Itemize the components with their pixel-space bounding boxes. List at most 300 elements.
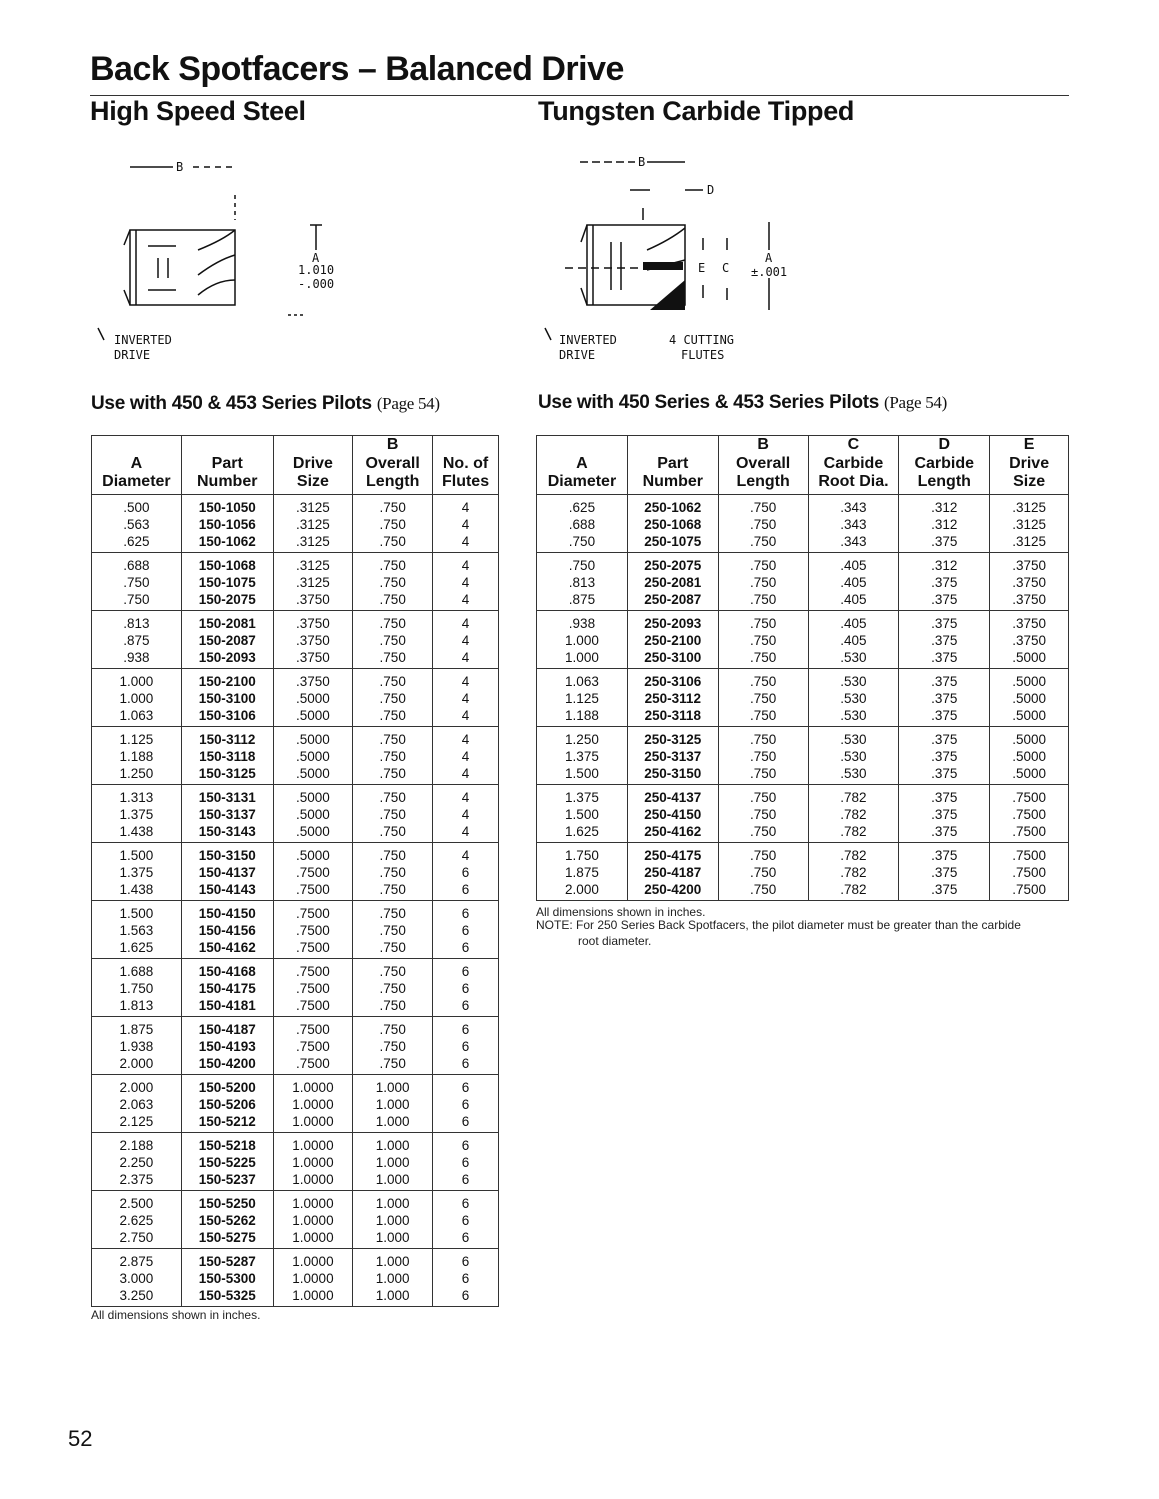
- table-cell: .7500: [990, 881, 1069, 901]
- table-cell: 1.0000: [273, 1074, 353, 1096]
- table-cell: .750: [718, 610, 808, 632]
- table-cell: .750: [92, 591, 182, 611]
- table-cell: 250-1075: [627, 533, 718, 553]
- table-cell: 4: [433, 610, 499, 632]
- table-cell: 1.250: [92, 765, 182, 785]
- table-cell: .750: [718, 574, 808, 591]
- table-row: [92, 1154, 499, 1171]
- row-group: [92, 552, 499, 610]
- table-cell: .343: [808, 533, 899, 553]
- table-cell: .750: [353, 533, 433, 553]
- table-cell: .750: [718, 784, 808, 806]
- table-cell: 1.000: [92, 668, 182, 690]
- table-cell: 4: [433, 726, 499, 748]
- table-cell: .7500: [990, 806, 1069, 823]
- table-cell: 1.375: [537, 784, 628, 806]
- table-cell: 250-4150: [627, 806, 718, 823]
- row-group: [92, 842, 499, 900]
- table-cell: 1.000: [353, 1270, 433, 1287]
- table-cell: 1.875: [537, 864, 628, 881]
- table-cell: .750: [718, 649, 808, 669]
- column-header-line: Length: [736, 473, 790, 490]
- table-cell: .782: [808, 784, 899, 806]
- table-row: [537, 823, 1069, 843]
- table-cell: 150-5212: [181, 1113, 273, 1133]
- carbide-label-a-tol: ±.001: [751, 265, 788, 279]
- table-cell: .750: [718, 591, 808, 611]
- table-cell: 250-2093: [627, 610, 718, 632]
- table-cell: 250-2100: [627, 632, 718, 649]
- table-cell: .750: [353, 922, 433, 939]
- table-cell: .375: [899, 864, 990, 881]
- column-header: [181, 436, 273, 495]
- page-title: Back Spotfacers – Balanced Drive: [90, 50, 624, 88]
- table-cell: 1.0000: [273, 1270, 353, 1287]
- table-cell: .750: [353, 980, 433, 997]
- table-cell: 150-5218: [181, 1132, 273, 1154]
- column-header-line: [435, 436, 496, 455]
- table-cell: .5000: [990, 765, 1069, 785]
- table-cell: 1.0000: [273, 1113, 353, 1133]
- table-cell: 6: [433, 1212, 499, 1229]
- table-cell: 1.000: [353, 1287, 433, 1307]
- table-cell: .750: [718, 668, 808, 690]
- table-cell: 150-2100: [181, 668, 273, 690]
- page-number: 52: [68, 1426, 93, 1451]
- table-cell: 150-2093: [181, 649, 273, 669]
- table-cell: .750: [718, 632, 808, 649]
- column-header: [92, 436, 182, 495]
- table-cell: .750: [353, 1055, 433, 1075]
- table-row: [92, 958, 499, 980]
- table-cell: 150-1056: [181, 516, 273, 533]
- table-cell: .375: [899, 649, 990, 669]
- column-header-line: [539, 436, 625, 455]
- table-cell: .750: [718, 690, 808, 707]
- column-header: [273, 436, 353, 495]
- carbide-label-d: D: [707, 183, 715, 197]
- hss-header-row: [92, 436, 499, 495]
- table-cell: 150-5225: [181, 1154, 273, 1171]
- table-cell: .750: [353, 726, 433, 748]
- table-row: [537, 690, 1069, 707]
- table-cell: 2.188: [92, 1132, 182, 1154]
- table-cell: 150-4175: [181, 980, 273, 997]
- table-cell: .343: [808, 494, 899, 516]
- table-cell: 4: [433, 784, 499, 806]
- table-row: [92, 881, 499, 901]
- table-row: [92, 1171, 499, 1191]
- column-header-line: Diameter: [547, 473, 617, 490]
- table-cell: .750: [353, 610, 433, 632]
- table-cell: .5000: [990, 726, 1069, 748]
- table-cell: .530: [808, 748, 899, 765]
- hss-label-drive: DRIVE: [114, 348, 151, 362]
- table-cell: .782: [808, 823, 899, 843]
- table-cell: 150-4168: [181, 958, 273, 980]
- column-header: [899, 436, 990, 495]
- table-cell: .3750: [990, 591, 1069, 611]
- table-cell: .3750: [273, 668, 353, 690]
- table-cell: .7500: [273, 939, 353, 959]
- table-cell: .3125: [990, 494, 1069, 516]
- table-cell: 150-5300: [181, 1270, 273, 1287]
- table-cell: 2.750: [92, 1229, 182, 1249]
- table-cell: .5000: [990, 649, 1069, 669]
- table-cell: .5000: [273, 823, 353, 843]
- table-cell: .875: [537, 591, 628, 611]
- column-header-line: E: [1023, 436, 1035, 453]
- table-cell: .530: [808, 649, 899, 669]
- table-cell: 1.375: [537, 748, 628, 765]
- table-cell: .375: [899, 632, 990, 649]
- column-header-line: No. of: [442, 454, 489, 472]
- table-row: [92, 632, 499, 649]
- table-cell: .938: [537, 610, 628, 632]
- table-cell: 2.125: [92, 1113, 182, 1133]
- table-cell: 150-5206: [181, 1096, 273, 1113]
- table-cell: .750: [353, 864, 433, 881]
- table-cell: .375: [899, 823, 990, 843]
- table-row: [92, 997, 499, 1017]
- table-cell: 150-5325: [181, 1287, 273, 1307]
- row-group: [537, 552, 1069, 610]
- table-cell: .750: [353, 939, 433, 959]
- table-row: [92, 533, 499, 553]
- row-group: [537, 494, 1069, 552]
- table-cell: 1.188: [537, 707, 628, 727]
- table-cell: .7500: [273, 980, 353, 997]
- table-cell: 1.0000: [273, 1248, 353, 1270]
- table-cell: .750: [353, 1016, 433, 1038]
- table-row: [92, 610, 499, 632]
- table-cell: .750: [718, 533, 808, 553]
- table-cell: 4: [433, 552, 499, 574]
- table-cell: 1.000: [353, 1113, 433, 1133]
- table-cell: .7500: [990, 823, 1069, 843]
- table-cell: .375: [899, 806, 990, 823]
- table-cell: 6: [433, 881, 499, 901]
- table-cell: .375: [899, 726, 990, 748]
- table-cell: 6: [433, 1096, 499, 1113]
- table-cell: 4: [433, 632, 499, 649]
- table-cell: 250-4137: [627, 784, 718, 806]
- table-cell: .5000: [273, 690, 353, 707]
- table-cell: 1.313: [92, 784, 182, 806]
- table-cell: .688: [537, 516, 628, 533]
- table-cell: .3750: [273, 632, 353, 649]
- table-cell: .3125: [273, 574, 353, 591]
- column-header-line: Carbide: [823, 454, 884, 472]
- table-cell: .750: [718, 881, 808, 901]
- table-cell: 1.500: [92, 842, 182, 864]
- table-cell: .405: [808, 591, 899, 611]
- table-cell: 4: [433, 690, 499, 707]
- table-cell: 150-4187: [181, 1016, 273, 1038]
- row-group: [537, 726, 1069, 784]
- row-group: [92, 958, 499, 1016]
- table-cell: 250-4187: [627, 864, 718, 881]
- table-cell: .750: [353, 649, 433, 669]
- table-row: [92, 1038, 499, 1055]
- table-cell: 6: [433, 922, 499, 939]
- row-group: [92, 1016, 499, 1074]
- column-header: [537, 436, 628, 495]
- table-cell: 2.063: [92, 1096, 182, 1113]
- table-cell: .7500: [273, 864, 353, 881]
- carbide-footnote: All dimensions shown in inches.: [536, 905, 706, 919]
- table-cell: .405: [808, 574, 899, 591]
- table-cell: .7500: [273, 958, 353, 980]
- table-cell: 1.750: [92, 980, 182, 997]
- carbide-label-drive: DRIVE: [559, 348, 596, 362]
- carbide-tip-upper: [643, 262, 683, 270]
- table-row: [92, 1270, 499, 1287]
- table-cell: 1.375: [92, 864, 182, 881]
- table-cell: .7500: [273, 1055, 353, 1075]
- table-cell: 4: [433, 842, 499, 864]
- table-cell: 6: [433, 1055, 499, 1075]
- column-header-line: [630, 436, 716, 455]
- table-cell: .750: [718, 864, 808, 881]
- table-cell: 1.000: [537, 632, 628, 649]
- column-header-line: Size: [1013, 473, 1046, 490]
- table-cell: 2.375: [92, 1171, 182, 1191]
- table-row: [92, 668, 499, 690]
- table-row: [92, 842, 499, 864]
- row-group: [92, 1190, 499, 1248]
- table-row: [92, 922, 499, 939]
- table-cell: .375: [899, 748, 990, 765]
- table-cell: .375: [899, 707, 990, 727]
- table-cell: .3125: [273, 552, 353, 574]
- table-cell: 150-4193: [181, 1038, 273, 1055]
- column-header-line: Drive: [292, 454, 333, 472]
- hss-label-b: B: [176, 160, 184, 174]
- table-cell: .750: [353, 997, 433, 1017]
- table-cell: .3750: [990, 632, 1069, 649]
- table-row: [92, 1096, 499, 1113]
- table-cell: 4: [433, 591, 499, 611]
- table-row: [92, 784, 499, 806]
- table-row: [92, 574, 499, 591]
- column-header-line: Root Dia.: [818, 473, 889, 490]
- table-cell: 1.875: [92, 1016, 182, 1038]
- column-header-line: [94, 436, 179, 455]
- table-row: [537, 707, 1069, 727]
- table-cell: 150-2081: [181, 610, 273, 632]
- table-cell: .530: [808, 690, 899, 707]
- table-cell: .375: [899, 690, 990, 707]
- table-row: [92, 980, 499, 997]
- table-cell: 150-1075: [181, 574, 273, 591]
- row-group: [92, 726, 499, 784]
- table-cell: 6: [433, 1270, 499, 1287]
- table-cell: .750: [353, 823, 433, 843]
- table-cell: 150-3118: [181, 748, 273, 765]
- table-cell: .750: [718, 707, 808, 727]
- table-cell: .750: [718, 494, 808, 516]
- table-cell: .375: [899, 842, 990, 864]
- table-row: [537, 610, 1069, 632]
- table-cell: 1.625: [537, 823, 628, 843]
- table-cell: 150-4150: [181, 900, 273, 922]
- table-cell: .750: [537, 533, 628, 553]
- table-cell: 150-3137: [181, 806, 273, 823]
- column-header-line: D: [938, 436, 951, 453]
- table-cell: .813: [537, 574, 628, 591]
- carbide-heading: Tungsten Carbide Tipped: [538, 96, 855, 126]
- table-cell: 2.250: [92, 1154, 182, 1171]
- carbide-tip-lower: [650, 280, 685, 310]
- table-cell: 1.250: [537, 726, 628, 748]
- carbide-use-with: [538, 392, 947, 414]
- table-cell: 250-2081: [627, 574, 718, 591]
- table-cell: 1.0000: [273, 1171, 353, 1191]
- table-cell: 2.625: [92, 1212, 182, 1229]
- table-cell: .3125: [990, 516, 1069, 533]
- table-cell: 4: [433, 649, 499, 669]
- table-cell: 150-3125: [181, 765, 273, 785]
- table-cell: .530: [808, 765, 899, 785]
- table-cell: 1.438: [92, 881, 182, 901]
- table-row: [92, 1016, 499, 1038]
- column-header: [353, 436, 433, 495]
- hss-footnote: All dimensions shown in inches.: [91, 1308, 261, 1322]
- table-row: [92, 649, 499, 669]
- table-cell: .750: [353, 516, 433, 533]
- table-cell: .3750: [990, 574, 1069, 591]
- table-cell: .750: [353, 900, 433, 922]
- table-row: [537, 533, 1069, 553]
- table-row: [92, 823, 499, 843]
- column-header-line: Overall: [735, 454, 791, 472]
- column-header-line: B: [386, 436, 399, 453]
- table-cell: .375: [899, 881, 990, 901]
- table-cell: 150-5262: [181, 1212, 273, 1229]
- table-cell: 2.000: [92, 1074, 182, 1096]
- table-cell: 1.000: [537, 649, 628, 669]
- row-group: [92, 784, 499, 842]
- table-row: [92, 494, 499, 516]
- table-cell: .5000: [273, 784, 353, 806]
- table-row: [537, 552, 1069, 574]
- table-cell: .7500: [273, 881, 353, 901]
- hss-use-with-page: (Page 54): [376, 394, 440, 413]
- hss-spotfacer-diagram: [88, 150, 348, 370]
- table-row: [92, 900, 499, 922]
- table-cell: .5000: [990, 748, 1069, 765]
- table-cell: 4: [433, 806, 499, 823]
- column-header-line: A: [130, 454, 143, 472]
- table-cell: .750: [718, 726, 808, 748]
- table-row: [92, 1055, 499, 1075]
- table-row: [537, 765, 1069, 785]
- table-cell: 6: [433, 1229, 499, 1249]
- table-cell: 150-5250: [181, 1190, 273, 1212]
- table-cell: .3750: [990, 610, 1069, 632]
- table-cell: 1.0000: [273, 1212, 353, 1229]
- table-cell: 4: [433, 494, 499, 516]
- carbide-note: NOTE: For 250 Series Back Spotfacers, the pilot diameter must be greater than the carbide: [536, 918, 1021, 932]
- table-cell: .750: [353, 806, 433, 823]
- table-row: [537, 494, 1069, 516]
- column-header-line: Length: [366, 473, 420, 490]
- table-row: [537, 668, 1069, 690]
- table-cell: 1.063: [537, 668, 628, 690]
- hss-label-a-top: 1.010: [298, 263, 335, 277]
- row-group: [537, 668, 1069, 726]
- table-cell: 250-4200: [627, 881, 718, 901]
- table-cell: 4: [433, 748, 499, 765]
- hss-label-a-bot: -.000: [298, 277, 335, 291]
- table-row: [537, 591, 1069, 611]
- table-cell: 150-5237: [181, 1171, 273, 1191]
- table-cell: .688: [92, 552, 182, 574]
- table-cell: .750: [353, 591, 433, 611]
- table-cell: 6: [433, 980, 499, 997]
- table-cell: .750: [353, 668, 433, 690]
- table-cell: .750: [353, 958, 433, 980]
- table-cell: 1.000: [92, 690, 182, 707]
- row-group: [92, 610, 499, 668]
- table-cell: 6: [433, 1287, 499, 1307]
- table-cell: 4: [433, 574, 499, 591]
- table-cell: .750: [718, 842, 808, 864]
- table-cell: 1.0000: [273, 1190, 353, 1212]
- table-cell: .375: [899, 610, 990, 632]
- table-cell: 1.000: [353, 1096, 433, 1113]
- table-row: [92, 591, 499, 611]
- table-cell: 250-3118: [627, 707, 718, 727]
- row-group: [92, 494, 499, 552]
- table-cell: 1.563: [92, 922, 182, 939]
- column-header-line: Number: [196, 473, 258, 490]
- carbide-label-a: A: [765, 251, 773, 265]
- table-cell: .405: [808, 552, 899, 574]
- hss-heading: High Speed Steel: [90, 96, 306, 126]
- table-row: [537, 806, 1069, 823]
- column-header-line: C: [847, 436, 860, 453]
- table-cell: .750: [353, 881, 433, 901]
- table-cell: .3125: [273, 494, 353, 516]
- table-cell: 2.000: [537, 881, 628, 901]
- table-cell: 150-3112: [181, 726, 273, 748]
- table-cell: 3.250: [92, 1287, 182, 1307]
- table-cell: 1.938: [92, 1038, 182, 1055]
- table-cell: 150-2087: [181, 632, 273, 649]
- table-cell: .312: [899, 494, 990, 516]
- table-cell: 4: [433, 823, 499, 843]
- table-cell: 1.625: [92, 939, 182, 959]
- table-cell: .7500: [273, 922, 353, 939]
- column-header-line: Carbide: [914, 454, 975, 472]
- table-cell: .5000: [990, 668, 1069, 690]
- table-cell: .5000: [273, 806, 353, 823]
- column-header-line: Part: [211, 454, 243, 472]
- table-cell: .5000: [273, 765, 353, 785]
- carbide-use-with-text: Use with 450 Series & 453 Series Pilots: [538, 392, 880, 413]
- table-cell: 1.688: [92, 958, 182, 980]
- table-cell: .625: [537, 494, 628, 516]
- table-cell: 250-2087: [627, 591, 718, 611]
- table-cell: 1.0000: [273, 1154, 353, 1171]
- table-cell: .750: [353, 842, 433, 864]
- table-cell: 250-2075: [627, 552, 718, 574]
- carbide-label-b: B: [638, 155, 646, 169]
- table-cell: 6: [433, 864, 499, 881]
- table-cell: 1.500: [537, 765, 628, 785]
